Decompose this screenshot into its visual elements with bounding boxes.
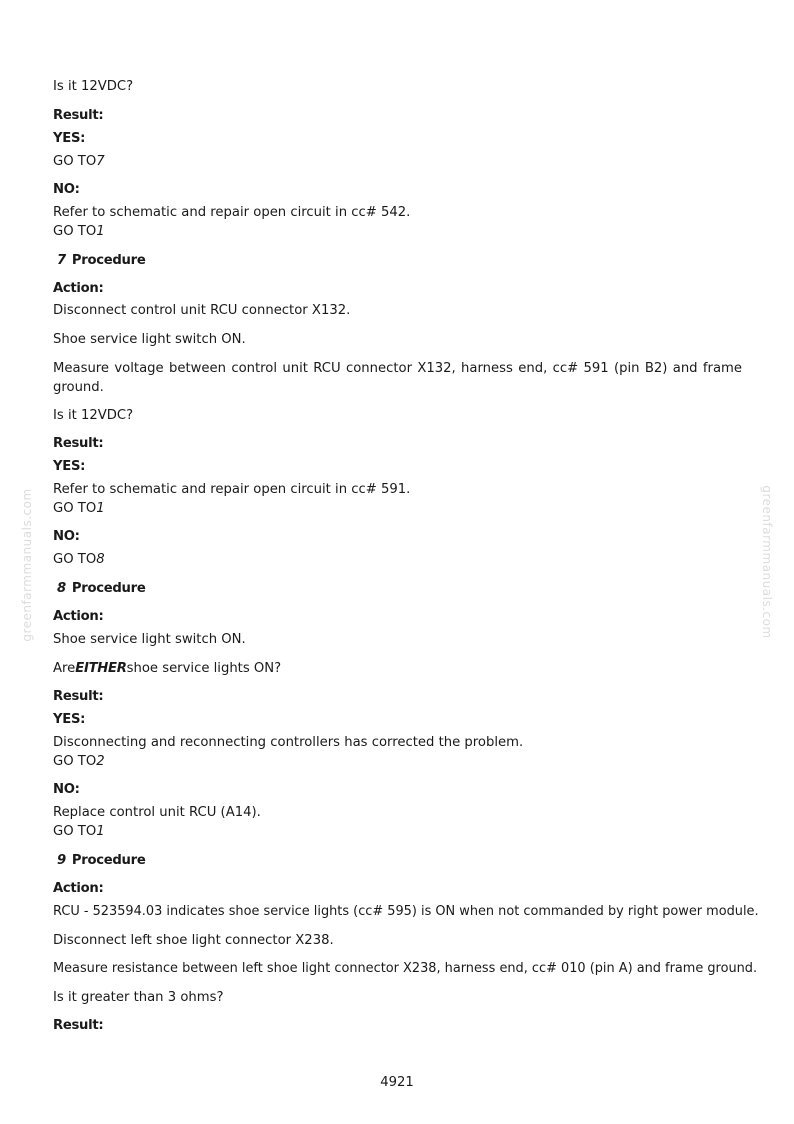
- result-label: Result:: [53, 1018, 104, 1033]
- yes-text: Refer to schematic and repair open circuit in cc# 591.: [53, 482, 411, 497]
- result-label: Result:: [53, 108, 104, 123]
- no-label: NO:: [53, 782, 80, 797]
- goto-word: GO TO: [53, 224, 97, 239]
- procedure-number: 8: [57, 581, 66, 596]
- goto-step-link[interactable]: 1: [96, 224, 105, 239]
- no-label: NO:: [53, 182, 80, 197]
- goto-line: [53, 152, 105, 171]
- procedure-label: Procedure: [71, 581, 146, 596]
- action-step: Shoe service light switch ON.: [53, 632, 246, 647]
- goto-line: [53, 499, 105, 518]
- question-text: [53, 659, 281, 678]
- goto-step-link[interactable]: 7: [96, 154, 105, 169]
- question-post: shoe service lights ON?: [126, 661, 282, 676]
- goto-word: GO TO: [53, 552, 97, 567]
- no-text: Refer to schematic and repair open circuit in cc# 542.: [53, 205, 411, 220]
- goto-step-link[interactable]: 1: [96, 824, 105, 839]
- goto-line: [53, 752, 105, 771]
- action-step: RCU - 523594.03 indicates shoe service lights (cc# 595) is ON when not commanded by right power module.: [53, 904, 759, 919]
- goto-word: GO TO: [53, 754, 97, 769]
- action-step: Measure resistance between left shoe light connector X238, harness end, cc# 010 (pin A) and frame ground.: [53, 961, 758, 976]
- question-text: Is it 12VDC?: [53, 408, 134, 423]
- watermark-right: greenfarmmanuals.com: [760, 485, 774, 639]
- procedure-heading-8: [57, 579, 145, 598]
- procedure-label: Procedure: [71, 253, 146, 268]
- goto-line: [53, 222, 105, 241]
- action-label: Action:: [53, 609, 104, 624]
- goto-step-link[interactable]: 2: [96, 754, 105, 769]
- procedure-heading-9: [57, 851, 145, 870]
- question-text: Is it 12VDC?: [53, 79, 134, 94]
- procedure-number: 9: [57, 853, 66, 868]
- yes-text: Disconnecting and reconnecting controllers has corrected the problem.: [53, 735, 524, 750]
- goto-line: [53, 822, 105, 841]
- yes-label: YES:: [53, 131, 86, 146]
- question-pre: Are: [53, 661, 76, 676]
- goto-line: [53, 550, 105, 569]
- procedure-number: 7: [57, 253, 66, 268]
- goto-word: GO TO: [53, 501, 97, 516]
- action-label: Action:: [53, 881, 104, 896]
- watermark-left: greenfarmmanuals.com: [20, 488, 34, 642]
- page-number: 4921: [380, 1075, 414, 1090]
- question-emphasis: EITHER: [75, 661, 127, 676]
- procedure-heading-7: [57, 251, 145, 270]
- yes-label: YES:: [53, 712, 86, 727]
- goto-step-link[interactable]: 1: [96, 501, 105, 516]
- procedure-label: Procedure: [71, 853, 146, 868]
- goto-step-link[interactable]: 8: [96, 552, 105, 567]
- action-step: Disconnect left shoe light connector X238.: [53, 933, 334, 948]
- action-label: Action:: [53, 281, 104, 296]
- question-text: Is it greater than 3 ohms?: [53, 990, 224, 1005]
- result-label: Result:: [53, 689, 104, 704]
- result-label: Result:: [53, 436, 104, 451]
- no-text: Replace control unit RCU (A14).: [53, 805, 261, 820]
- goto-word: GO TO: [53, 154, 97, 169]
- goto-word: GO TO: [53, 824, 97, 839]
- yes-label: YES:: [53, 459, 86, 474]
- no-label: NO:: [53, 529, 80, 544]
- action-step: Measure voltage between control unit RCU connector X132, harness end, cc# 591 (pin B2) and frame ground.: [53, 361, 742, 395]
- action-step: Shoe service light switch ON.: [53, 332, 246, 347]
- action-step: Disconnect control unit RCU connector X132.: [53, 303, 351, 318]
